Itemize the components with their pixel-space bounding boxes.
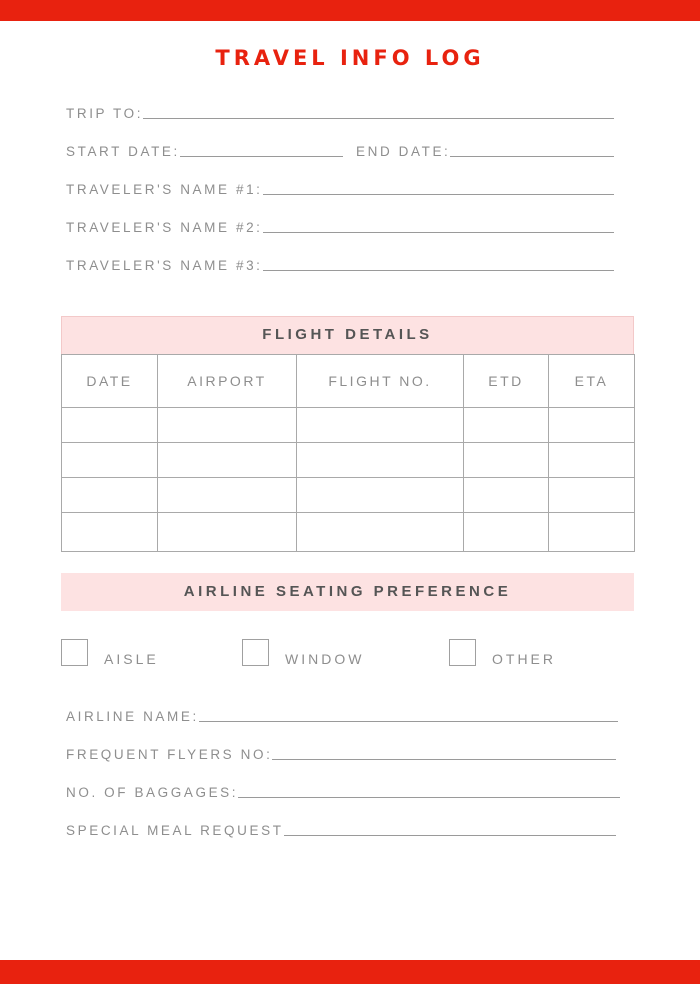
table-cell[interactable] [62,443,158,478]
traveler-1-line[interactable] [263,194,614,195]
table-cell[interactable] [549,478,635,513]
airline-name-field[interactable] [66,705,618,725]
table-cell[interactable] [62,513,158,552]
bottom-accent-bar [0,960,700,984]
baggages-field[interactable] [66,781,620,801]
baggages-label: NO. OF BAGGAGES: [66,785,239,800]
airline-name-line[interactable] [199,721,618,722]
other-label: OTHER [492,651,556,667]
table-cell[interactable] [158,478,297,513]
table-header-row [62,355,635,408]
traveler-2-label: TRAVELER'S NAME #2: [66,220,263,235]
window-checkbox[interactable] [242,639,269,666]
table-cell[interactable] [158,513,297,552]
trip-to-field[interactable] [66,102,614,122]
traveler-3-label: TRAVELER'S NAME #3: [66,258,263,273]
table-cell[interactable] [297,443,464,478]
seating-preference-heading: AIRLINE SEATING PREFERENCE [61,573,634,611]
start-date-line[interactable] [180,156,343,157]
column-header-date: DATE [62,355,158,408]
airline-name-label: AIRLINE NAME: [66,709,199,724]
table-cell[interactable] [464,443,549,478]
aisle-label: AISLE [104,651,159,667]
aisle-checkbox[interactable] [61,639,88,666]
other-option[interactable] [449,637,556,667]
table-cell[interactable] [464,478,549,513]
column-header-eta: ETA [549,355,635,408]
table-cell[interactable] [158,408,297,443]
end-date-line[interactable] [450,156,614,157]
table-cell[interactable] [297,478,464,513]
aisle-option[interactable] [61,637,159,667]
window-option[interactable] [242,637,364,667]
table-cell[interactable] [549,513,635,552]
traveler-2-line[interactable] [263,232,614,233]
column-header-etd: ETD [464,355,549,408]
table-cell[interactable] [464,513,549,552]
end-date-label: END DATE: [356,144,451,159]
column-header-flight-no: FLIGHT NO. [297,355,464,408]
flight-details-table [61,354,635,552]
traveler-3-field[interactable] [66,254,614,274]
traveler-3-line[interactable] [263,270,614,271]
table-row [62,478,635,513]
table-cell[interactable] [297,513,464,552]
table-cell[interactable] [549,443,635,478]
special-meal-label: SPECIAL MEAL REQUEST [66,823,284,838]
frequent-flyers-label: FREQUENT FLYERS NO: [66,747,273,762]
frequent-flyers-field[interactable] [66,743,616,763]
table-cell[interactable] [464,408,549,443]
table-cell[interactable] [62,478,158,513]
trip-to-line[interactable] [143,118,614,119]
special-meal-line[interactable] [284,835,616,836]
other-checkbox[interactable] [449,639,476,666]
traveler-1-field[interactable] [66,178,614,198]
page-title: TRAVEL INFO LOG [215,46,485,70]
baggages-line[interactable] [238,797,620,798]
traveler-2-field[interactable] [66,216,614,236]
table-cell[interactable] [549,408,635,443]
table-cell[interactable] [297,408,464,443]
column-header-airport: AIRPORT [158,355,297,408]
table-row [62,443,635,478]
start-date-field[interactable] [66,140,343,160]
window-label: WINDOW [285,651,365,667]
top-accent-bar [0,0,700,21]
end-date-field[interactable] [356,140,614,160]
table-cell[interactable] [158,443,297,478]
special-meal-field[interactable] [66,819,616,839]
table-row [62,513,635,552]
table-cell[interactable] [62,408,158,443]
table-row [62,408,635,443]
frequent-flyers-line[interactable] [272,759,616,760]
start-date-label: START DATE: [66,144,180,159]
flight-details-heading: FLIGHT DETAILS [61,316,634,354]
traveler-1-label: TRAVELER'S NAME #1: [66,182,263,197]
trip-to-label: TRIP TO: [66,106,144,121]
